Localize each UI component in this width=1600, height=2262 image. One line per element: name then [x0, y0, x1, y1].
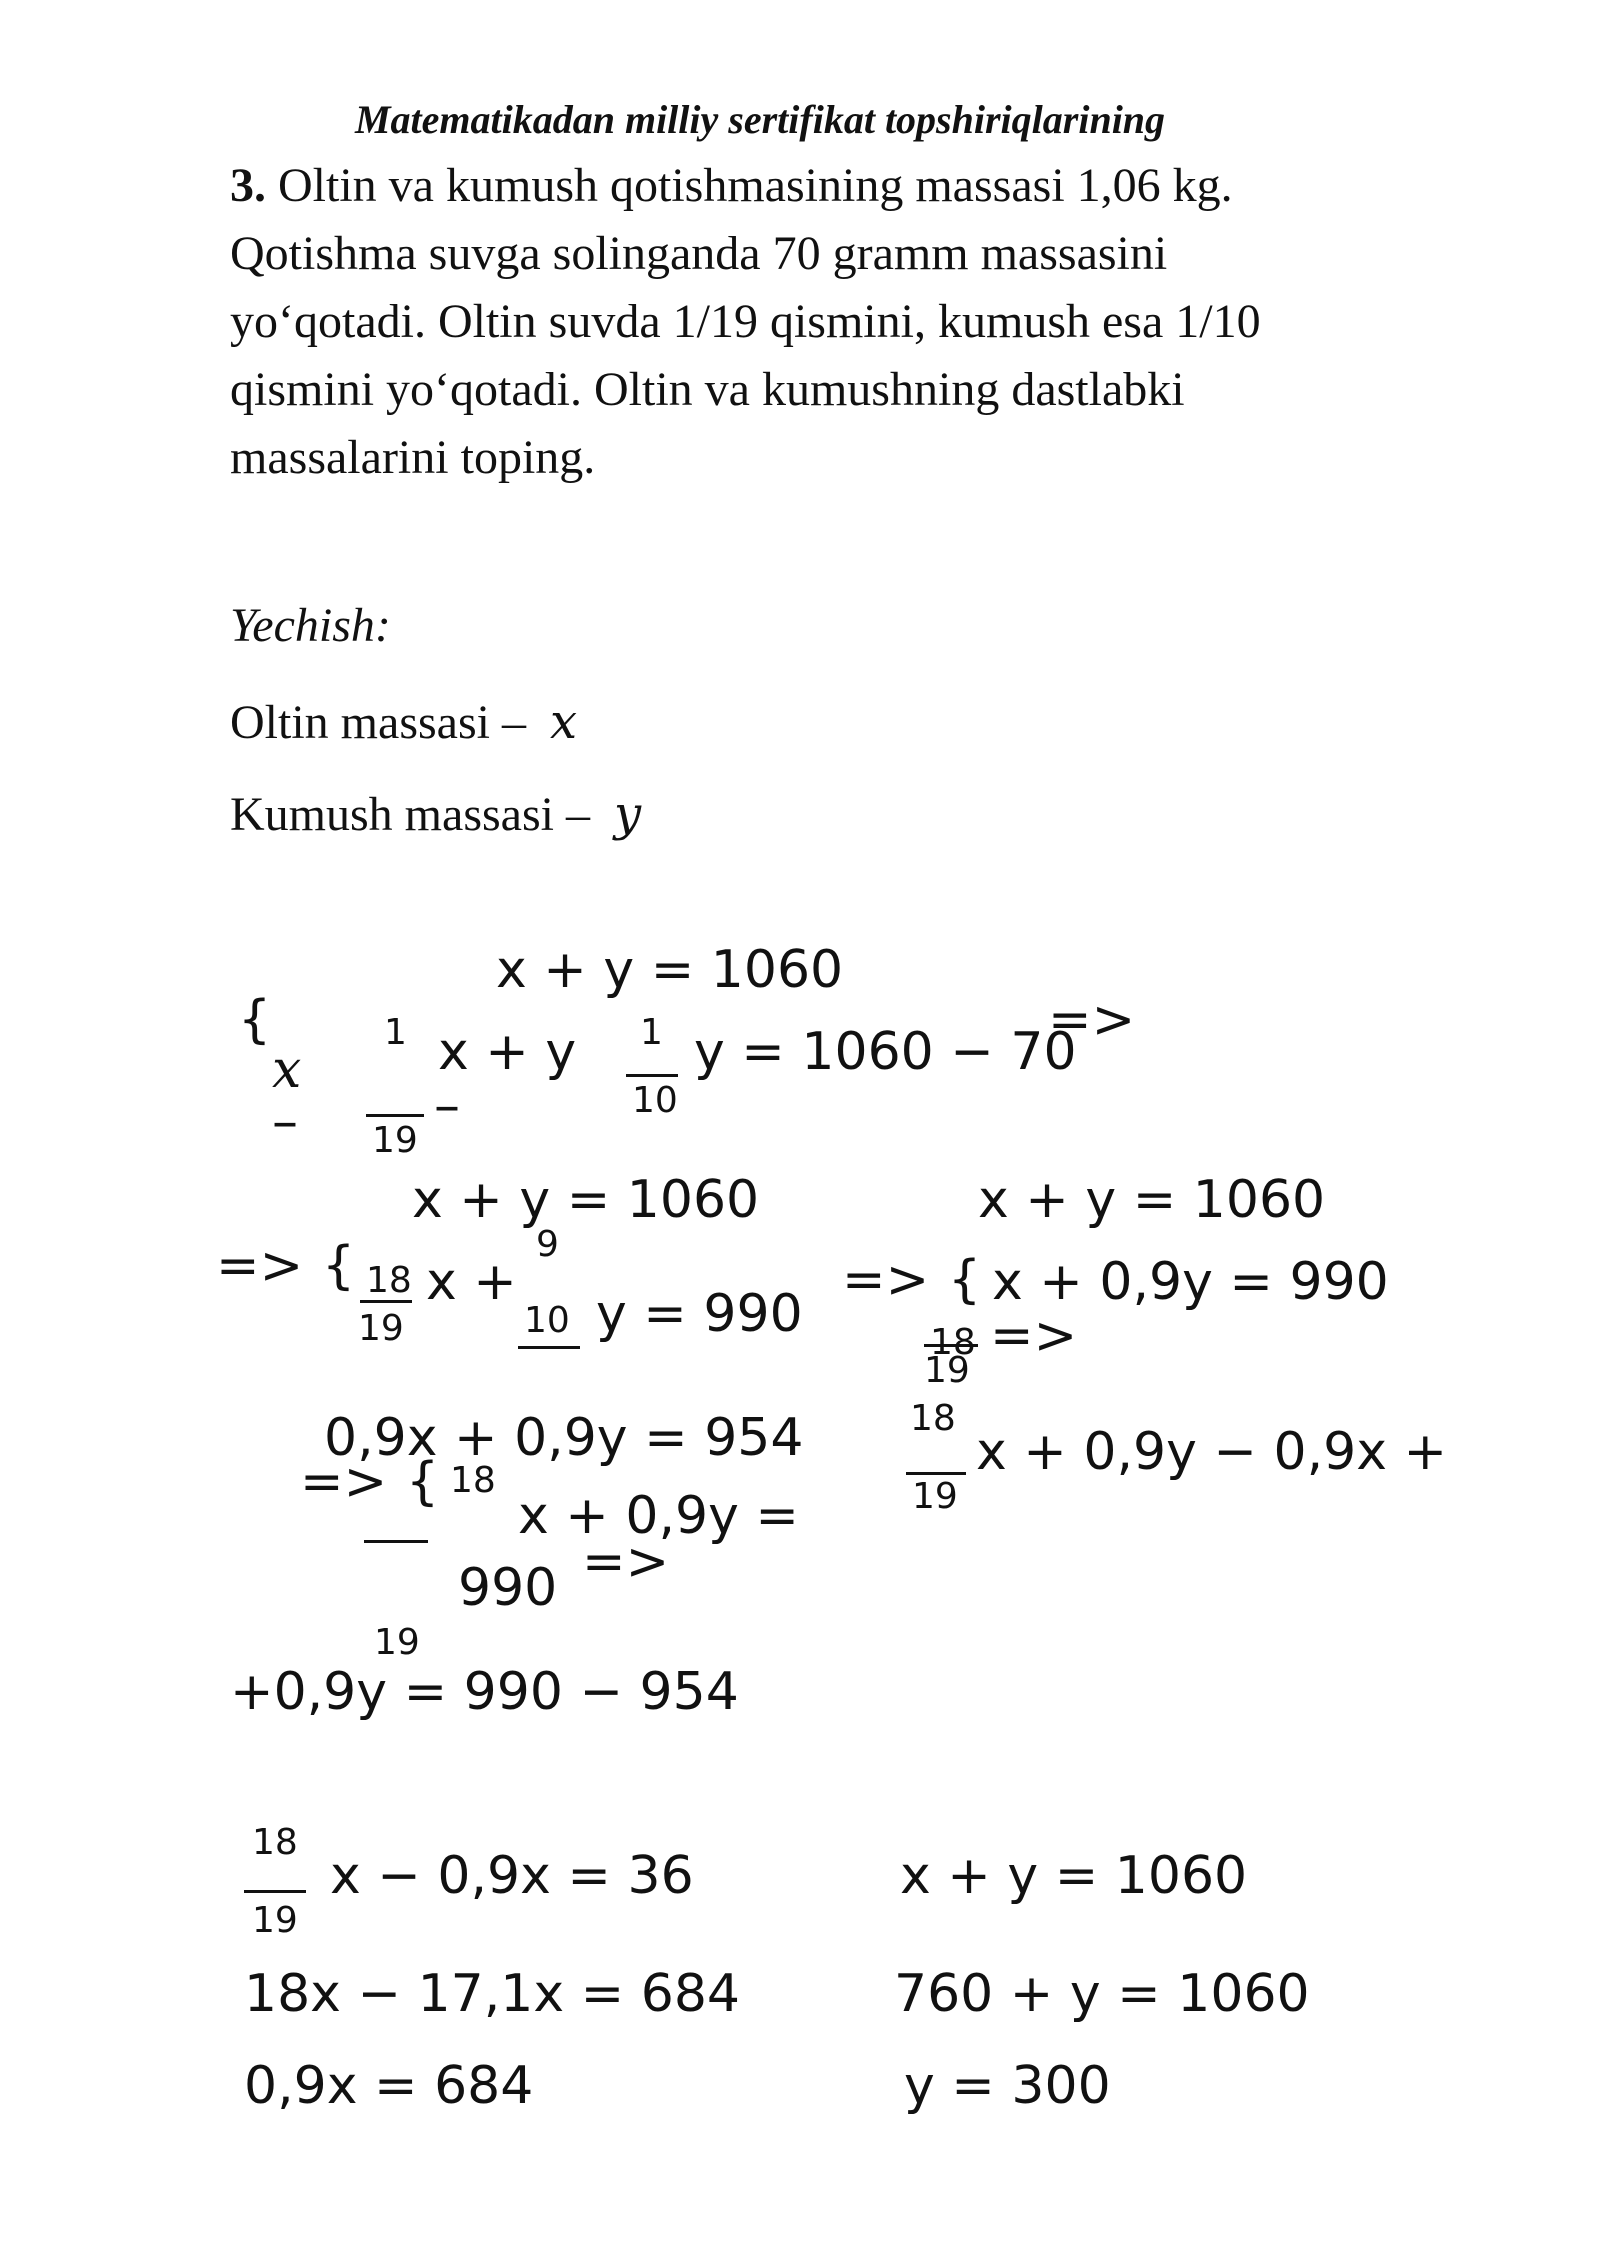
problem-line-1: 3. Oltin va kumush qotishmasining massasi 1,06 kg.	[230, 159, 1233, 212]
result-left-line2: 18x − 17,1x = 684	[244, 1964, 741, 2024]
problem-line-2: Qotishma suvga solinganda 70 gramm massasini	[230, 227, 1168, 280]
system4-equation2: x + 0,9y =	[518, 1486, 799, 1546]
system3-frac-bar	[924, 1344, 978, 1347]
system2-x-plus: x +	[426, 1252, 517, 1312]
system1-equation1: x + y = 1060	[496, 940, 844, 1000]
problem-statement	[230, 152, 1490, 492]
system2-frac-den-10: 10	[524, 1300, 570, 1341]
result-frac-num-18: 18	[252, 1822, 298, 1863]
solution-heading: Yechish:	[230, 599, 391, 652]
implies-arrow-3: =>	[842, 1250, 930, 1310]
system2-brace: {	[322, 1236, 356, 1296]
silver-variable: y	[614, 786, 642, 842]
problem-line-4: qismini yo‘qotadi. Oltin va kumushning dastlabki	[230, 363, 1185, 416]
system1-frac-den-10: 10	[632, 1080, 678, 1121]
system2-equation2-right: y = 990	[596, 1284, 803, 1344]
system1-brace: {	[238, 990, 272, 1050]
gold-mass-definition: Oltin massasi – x	[230, 694, 578, 750]
system2-frac-bar-18-19	[360, 1300, 412, 1303]
system1-frac-bar-19	[366, 1114, 424, 1117]
system1-x: x	[272, 1040, 302, 1100]
system2-frac-bar-9-10	[518, 1346, 580, 1349]
implies-arrow-1: =>	[1048, 990, 1136, 1050]
subst-frac-bar	[906, 1472, 966, 1475]
substitution-expression: x + 0,9y − 0,9x +	[976, 1422, 1448, 1482]
result-right-line2: 760 + y = 1060	[894, 1964, 1310, 2024]
system1-minus-a: –	[272, 1092, 298, 1152]
system1-frac-den-19: 19	[372, 1120, 418, 1161]
document-header: Matematikadan milliy sertifikat topshiriqlarining	[354, 97, 1166, 142]
result-frac-bar	[244, 1890, 306, 1893]
silver-mass-definition: Kumush massasi – y	[230, 786, 642, 842]
system4-brace: {	[406, 1452, 440, 1512]
system2-frac-num-9: 9	[536, 1224, 559, 1265]
system4-frac-bar	[364, 1540, 428, 1543]
system1-frac-num-1: 1	[384, 1012, 407, 1053]
system3-equation2: x + 0,9y = 990	[992, 1252, 1389, 1312]
system1-frac-num-1b: 1	[640, 1012, 663, 1053]
system4-equation2-value: 990	[458, 1558, 558, 1618]
system2-frac-den-19: 19	[358, 1308, 404, 1349]
system3-brace: {	[948, 1250, 982, 1310]
system4-frac-den-19: 19	[374, 1622, 420, 1663]
system4-equation1: 0,9x + 0,9y = 954	[324, 1408, 804, 1468]
system4-frac-num-18: 18	[450, 1460, 496, 1501]
system1-equation2-mid: x + y	[438, 1022, 577, 1082]
system3-frac-den-19: 19	[924, 1350, 970, 1391]
implies-arrow-2: =>	[216, 1236, 304, 1296]
result-left-line3: 0,9x = 684	[244, 2056, 534, 2116]
system3-equation1: x + y = 1060	[978, 1170, 1326, 1230]
system2-equation1: x + y = 1060	[412, 1170, 760, 1230]
system3-frac-num-18: 18	[930, 1322, 976, 1363]
result-right-line1: x + y = 1060	[900, 1846, 1248, 1906]
implies-arrow-6: =>	[582, 1532, 670, 1592]
system1-minus-b: –	[434, 1076, 460, 1136]
system1-equation2-right: y = 1060 − 70	[694, 1022, 1077, 1082]
system2-frac-num-18: 18	[366, 1260, 412, 1301]
substitution-continuation: +0,9y = 990 − 954	[230, 1662, 739, 1722]
implies-arrow-4: =>	[990, 1306, 1078, 1366]
problem-number: 3.	[230, 159, 266, 212]
subst-frac-den-19: 19	[912, 1476, 958, 1517]
implies-arrow-5: =>	[300, 1452, 388, 1512]
subst-frac-num-18: 18	[910, 1398, 956, 1439]
result-left-line1: x − 0,9x = 36	[330, 1846, 694, 1906]
result-right-line3: y = 300	[904, 2056, 1111, 2116]
system1-frac-bar-10	[626, 1074, 678, 1077]
problem-line-5: massalarini toping.	[230, 431, 596, 484]
problem-line-3: yo‘qotadi. Oltin suvda 1/19 qismini, kumush esa 1/10	[230, 295, 1261, 348]
gold-variable: x	[550, 694, 578, 750]
result-frac-den-19: 19	[252, 1900, 298, 1941]
